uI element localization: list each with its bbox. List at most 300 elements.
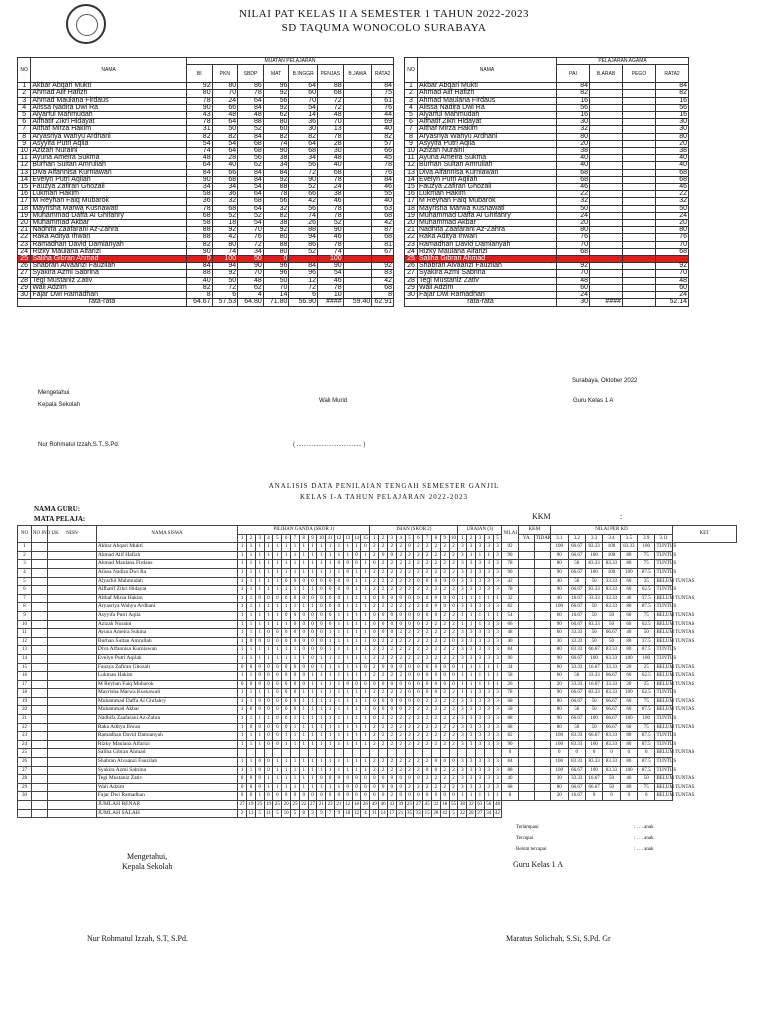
item-score: 0 [326, 594, 335, 603]
cell [534, 551, 550, 560]
kd-score: 66.67 [568, 568, 585, 577]
kd-score: 83.33 [620, 543, 637, 552]
item-score: 1 [238, 551, 247, 560]
item-score: 0 [361, 775, 370, 784]
item-score: 1 [238, 689, 247, 698]
item-score: 0 [449, 603, 458, 612]
item-score: 1 [255, 654, 264, 663]
cell: 34 [263, 162, 289, 169]
item-score: 0 [264, 792, 273, 801]
student-name: Ahmad Alif Hafizh [31, 90, 187, 97]
cell [590, 169, 623, 176]
item-score: 0 [282, 672, 291, 681]
item-score: 0 [255, 594, 264, 603]
item-score: 3 [476, 577, 485, 586]
cell [343, 263, 372, 270]
kd-score: 60 [551, 611, 568, 620]
item-score: 2 [396, 646, 405, 655]
item-score: 0 [255, 706, 264, 715]
item-score: 0 [255, 680, 264, 689]
item-score: 1 [308, 766, 317, 775]
cell: 32 [212, 198, 238, 205]
item-score: 1 [335, 740, 344, 749]
student-name: Shabran Alvaanzi Fauzilah [96, 758, 237, 767]
item-score: 2 [449, 560, 458, 569]
kd-score: 90 [551, 551, 568, 560]
item-score: 0 [379, 783, 388, 792]
kd-score: TUNTUS [655, 603, 672, 612]
item-score: 0 [370, 792, 379, 801]
student-name: Ahmad Maulana Firdaus [31, 97, 187, 104]
item-score: 1 [343, 689, 352, 698]
item-score: 3 [458, 654, 467, 663]
average-row [405, 299, 689, 306]
summary-count: : . . . anak [634, 825, 654, 830]
item-score: 3 [467, 654, 476, 663]
item-score: 2 [423, 715, 432, 724]
item-score: 1 [335, 629, 344, 638]
item-score [449, 749, 458, 758]
item-score: 2 [396, 672, 405, 681]
item-score: 0 [423, 689, 432, 698]
cell: 58 [187, 220, 213, 227]
cell: 2 [18, 90, 31, 97]
student-name: Diva Alfannisa Kurniawan [418, 169, 557, 176]
item-score: 3 [484, 732, 493, 741]
cell [48, 792, 97, 801]
cell [623, 241, 656, 248]
kd-score: 50 [638, 775, 655, 784]
summary-count: : . . . anak [634, 847, 654, 852]
item-score: 1 [326, 783, 335, 792]
col-no: NO [18, 58, 31, 83]
item-score: 2 [440, 715, 449, 724]
item-score: 2 [396, 629, 405, 638]
item-score: 1 [238, 732, 247, 741]
cell: 13 [18, 646, 32, 655]
kd-score: 80 [551, 723, 568, 732]
cell: 29 [405, 284, 418, 291]
cell [31, 637, 47, 646]
cell: 10 [18, 148, 31, 155]
kd-score: 40 [620, 775, 637, 784]
item-score: 2 [405, 646, 414, 655]
kd-score: 83.33 [568, 732, 585, 741]
kd-score: 50 [603, 775, 620, 784]
cell: 38 [318, 191, 344, 198]
item-score: 1 [326, 706, 335, 715]
item-score: 0 [335, 594, 344, 603]
kd-score: 60 [620, 697, 637, 706]
summary-value: 56 [484, 801, 493, 810]
cell [48, 775, 97, 784]
item-score: 2 [432, 706, 441, 715]
item-score: 0 [449, 663, 458, 672]
item-score: 0 [414, 577, 423, 586]
kepala-bottom: Kepala Sekolah [122, 862, 173, 871]
cell: 96 [263, 83, 289, 90]
student-name: Diva Alfannisa Kurniawan [31, 169, 187, 176]
cell: 92 [187, 83, 213, 90]
cell: 70 [557, 241, 590, 248]
kd-score: 83.33 [603, 603, 620, 612]
cell: 72 [238, 241, 264, 248]
cell [518, 758, 534, 767]
cell: 28 [405, 277, 418, 284]
average-value: 64.80 [238, 299, 264, 306]
wali-signature-line: ( ....................................... ) [293, 442, 366, 448]
cell [518, 577, 534, 586]
item-score: 3 [493, 706, 502, 715]
cell: 82 [502, 603, 518, 612]
cell [48, 749, 97, 758]
item-score: 0 [432, 594, 441, 603]
item-score: 1 [458, 689, 467, 698]
cell: 78 [187, 119, 213, 126]
item-score: 0 [414, 611, 423, 620]
kd-score: BELUM TUNTAS [655, 706, 672, 715]
cell: 56 [238, 155, 264, 162]
item-score: 0 [247, 775, 256, 784]
cell: 80 [557, 227, 590, 234]
item-score: 0 [405, 697, 414, 706]
item-score: 0 [299, 663, 308, 672]
item-score: 0 [308, 620, 317, 629]
kd-score: 100 [551, 766, 568, 775]
item-score: 1 [291, 603, 300, 612]
item-score: 1 [299, 543, 308, 552]
item-score: 0 [299, 680, 308, 689]
cell: 24 [405, 248, 418, 255]
item-score: 1 [255, 646, 264, 655]
kd-score: 37.5 [638, 594, 655, 603]
item-number: 5 [405, 534, 414, 543]
summary-value: 11 [370, 809, 379, 818]
item-score: 1 [343, 654, 352, 663]
kd-score: 66.67 [568, 603, 585, 612]
item-score: 0 [440, 680, 449, 689]
cell: 15 [18, 663, 32, 672]
grades-table [17, 57, 394, 307]
item-score: 1 [458, 663, 467, 672]
cell: 86 [289, 241, 318, 248]
cell [343, 241, 372, 248]
cell: 58 [502, 706, 518, 715]
item-score [255, 749, 264, 758]
cell: 68 [372, 284, 394, 291]
item-score: 3 [458, 560, 467, 569]
item-score: 0 [379, 629, 388, 638]
item-score: 0 [282, 715, 291, 724]
item-score: 1 [335, 680, 344, 689]
cell: 90 [502, 740, 518, 749]
kd-score: 20 [620, 680, 637, 689]
kd-score: 50 [585, 706, 602, 715]
item-score: 0 [308, 654, 317, 663]
item-score: 2 [370, 654, 379, 663]
item-score: 2 [388, 792, 397, 801]
kd-score: 90 [551, 620, 568, 629]
item-score: 3 [493, 697, 502, 706]
item-number: 6 [414, 534, 423, 543]
cell: 24 [318, 184, 344, 191]
item-score: 1 [273, 775, 282, 784]
cell [343, 198, 372, 205]
cell: 46 [318, 234, 344, 241]
item-score: 1 [352, 594, 361, 603]
cell: 84 [502, 646, 518, 655]
item-score: 1 [238, 672, 247, 681]
item-score: 0 [343, 775, 352, 784]
student-name: Azizah Nuraini [96, 620, 237, 629]
table-row [18, 611, 737, 620]
item-score: 2 [388, 543, 397, 552]
cell: 24 [212, 97, 238, 104]
religion-grades-table [404, 57, 689, 307]
kd-score: 100 [585, 551, 602, 560]
item-score: 1 [343, 706, 352, 715]
col-kd: 3.9 [638, 534, 655, 543]
cell: 8 [405, 133, 418, 140]
item-score: 1 [282, 766, 291, 775]
cell: 84 [238, 176, 264, 183]
item-score: 1 [264, 654, 273, 663]
item-score: 1 [308, 697, 317, 706]
item-score: 0 [264, 629, 273, 638]
item-score: 1 [352, 766, 361, 775]
item-score: 1 [308, 689, 317, 698]
student-name: Evelyn Putri Aqilah [96, 654, 237, 663]
student-name: Aryasriya Wahyu Ardhani [418, 133, 557, 140]
item-number: 1 [370, 534, 379, 543]
kd-score: 83.33 [603, 654, 620, 663]
kd-score: 33.33 [603, 577, 620, 586]
item-score: 1 [255, 586, 264, 595]
item-score: 1 [299, 715, 308, 724]
item-score: 0 [273, 706, 282, 715]
cell [31, 663, 47, 672]
cell: 64 [212, 148, 238, 155]
item-score: 1 [282, 543, 291, 552]
student-name: Asyyifa Putri Aqila [418, 140, 557, 147]
item-score: 1 [308, 603, 317, 612]
item-score: 2 [449, 689, 458, 698]
cell: 8 [18, 133, 31, 140]
item-score: 1 [343, 715, 352, 724]
cell: 54 [238, 220, 264, 227]
summary-value: 46 [379, 801, 388, 810]
student-name: Ayuna Ameira Sukma [418, 155, 557, 162]
col-kd: 3.4 [603, 534, 620, 543]
item-score: 1 [326, 723, 335, 732]
item-score: 0 [317, 586, 326, 595]
item-score: 0 [335, 792, 344, 801]
cell: 27 [18, 766, 32, 775]
cell [590, 263, 623, 270]
kd-score: 83.33 [603, 758, 620, 767]
item-score: 0 [414, 594, 423, 603]
cell: 14 [18, 176, 31, 183]
cell: 4 [18, 568, 32, 577]
item-score: 2 [432, 715, 441, 724]
cell [31, 783, 47, 792]
item-score: 2 [396, 732, 405, 741]
item-score: 0 [291, 611, 300, 620]
item-score: 2 [423, 560, 432, 569]
item-score: 1 [238, 543, 247, 552]
cell [534, 586, 550, 595]
item-score: 3 [467, 629, 476, 638]
cell: 72 [289, 169, 318, 176]
item-score: 0 [405, 775, 414, 784]
item-score: 0 [352, 680, 361, 689]
cell: 70 [238, 227, 264, 234]
item-score: 1 [361, 586, 370, 595]
cell: 9 [18, 140, 31, 147]
item-score: 1 [343, 766, 352, 775]
item-score: 3 [467, 758, 476, 767]
item-number: 13 [343, 534, 352, 543]
cell [31, 801, 47, 810]
student-name: Alissa Nadira Dwi Ra [418, 104, 557, 111]
summary-value: 3 [238, 809, 247, 818]
item-score [493, 749, 502, 758]
item-score: 3 [458, 723, 467, 732]
cell: 50 [238, 256, 264, 263]
item-score: 1 [273, 620, 282, 629]
cell: 76 [372, 104, 394, 111]
summary-value: 25 [255, 801, 264, 810]
cell: 90 [502, 568, 518, 577]
student-name: Muhammad Akbar [96, 706, 237, 715]
cell [590, 205, 623, 212]
cell [48, 758, 97, 767]
group-uraian: URAIAN (3) [458, 526, 502, 535]
item-score: 0 [282, 792, 291, 801]
kd-score: 83.33 [603, 646, 620, 655]
item-score: 1 [317, 568, 326, 577]
col-kkm-tidak: TIDAK [534, 534, 550, 543]
item-score: 0 [396, 680, 405, 689]
cell: 46 [557, 184, 590, 191]
item-score: 2 [388, 672, 397, 681]
item-score: 1 [326, 629, 335, 638]
kd-score: 66.67 [603, 723, 620, 732]
kd-score: TUNTUS [655, 568, 672, 577]
item-score: 1 [335, 766, 344, 775]
item-score: 1 [476, 680, 485, 689]
summary-value: 5 [273, 809, 282, 818]
cell: 88 [187, 270, 213, 277]
item-score: 3 [467, 732, 476, 741]
item-score: 0 [388, 594, 397, 603]
cell: 40 [212, 162, 238, 169]
cell [48, 809, 97, 818]
item-score: 2 [440, 697, 449, 706]
col-kd: 3.1 [551, 534, 568, 543]
item-score: 1 [264, 646, 273, 655]
item-score: 1 [352, 637, 361, 646]
kd-score: 50 [603, 620, 620, 629]
cell [534, 715, 550, 724]
item-score: 0 [449, 672, 458, 681]
item-score: 3 [493, 783, 502, 792]
cell: 12 [18, 637, 32, 646]
item-score: 0 [282, 680, 291, 689]
item-score: 3 [458, 629, 467, 638]
item-score: 1 [238, 706, 247, 715]
cell: 87 [372, 227, 394, 234]
item-score: 1 [335, 620, 344, 629]
cell: 13 [405, 169, 418, 176]
item-score: 1 [335, 611, 344, 620]
item-score: 2 [388, 766, 397, 775]
item-score: 1 [361, 723, 370, 732]
cell: 18 [405, 205, 418, 212]
item-score: 1 [299, 706, 308, 715]
cell: 82 [263, 133, 289, 140]
kd-score: 100 [603, 568, 620, 577]
kd-score: BELUM TUNTAS [655, 749, 672, 758]
item-score: 1 [326, 689, 335, 698]
item-score: 3 [467, 715, 476, 724]
item-score: 1 [255, 611, 264, 620]
cell [343, 191, 372, 198]
item-score: 1 [299, 775, 308, 784]
cell [48, 629, 97, 638]
student-name: Azizah Nuraini [418, 148, 557, 155]
item-score: 1 [458, 672, 467, 681]
item-score: 0 [423, 663, 432, 672]
item-score: 1 [326, 646, 335, 655]
item-score: 0 [273, 697, 282, 706]
cell [623, 162, 656, 169]
item-score: 3 [467, 740, 476, 749]
cell: 1 [18, 543, 32, 552]
item-score: 0 [432, 672, 441, 681]
item-score: 1 [291, 560, 300, 569]
cell: 26 [18, 263, 31, 270]
cell [534, 766, 550, 775]
kd-score: 75 [638, 611, 655, 620]
kd-score: 75 [638, 560, 655, 569]
cell [343, 248, 372, 255]
item-score: 3 [458, 586, 467, 595]
item-score: 2 [405, 568, 414, 577]
cell: 13 [318, 126, 344, 133]
item-score: 0 [396, 663, 405, 672]
item-score: 0 [255, 775, 264, 784]
item-score: 1 [458, 620, 467, 629]
item-score: 2 [449, 766, 458, 775]
cell: 78 [238, 90, 264, 97]
cell: 40 [372, 198, 394, 205]
kd-score: 50 [585, 611, 602, 620]
item-score: 2 [432, 551, 441, 560]
item-score: 1 [299, 758, 308, 767]
kd-score: 0 [551, 749, 568, 758]
cell [518, 715, 534, 724]
kd-score: BELUM TUNTAS [655, 697, 672, 706]
cell [623, 227, 656, 234]
item-score: 1 [291, 740, 300, 749]
cell [534, 723, 550, 732]
item-score: 0 [317, 620, 326, 629]
kd-score: 100 [585, 568, 602, 577]
item-score: 1 [291, 715, 300, 724]
item-score: 2 [396, 603, 405, 612]
student-name: Muhammad Daffa Al Ghifahry [418, 212, 557, 219]
